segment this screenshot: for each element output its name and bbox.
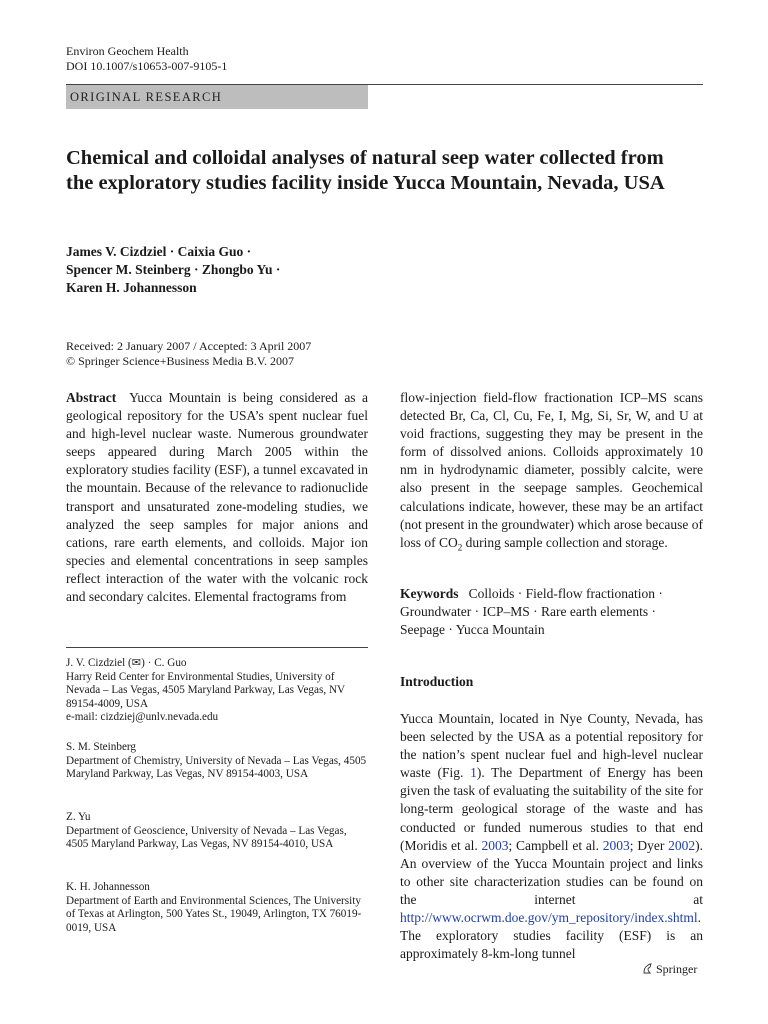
affiliation-authors: S. M. Steinberg [66,741,137,753]
affiliation-email[interactable]: e-mail: cizdziej@unlv.nevada.edu [66,711,219,724]
affiliation-address: Department of Chemistry, University of Nevada – Las Vegas, 4505 Maryland Parkway, Las Vegas, NV 89154-4003, USA [66,754,367,781]
copyright: © Springer Science+Business Media B.V. 2007 [66,354,294,368]
affiliation-authors: Z. Yu [66,811,91,823]
keywords-text: Colloids · Field-flow fractionation · Groundwater · ICP–MS · Rare earth elements · Seepage · Yucca Mountain [400,586,663,638]
affiliation-authors: J. V. Cizdziel (✉) · C. Guo [66,657,187,669]
citation-link[interactable]: 2002 [668,837,696,853]
journal-header [66,44,227,74]
received-accepted: Received: 2 January 2007 / Accepted: 3 April 2007 [66,339,312,353]
publisher-name: Springer [656,962,698,976]
affiliation [66,657,368,725]
publisher-footer [642,962,697,977]
citation-link[interactable]: 2003 [481,837,509,853]
figure-link[interactable]: 1 [470,765,477,781]
affiliation [66,811,368,852]
article-title: Chemical and colloidal analyses of natural seep water collected from the exploratory studies facility inside Yucca Mountain, Nevada, USA [66,147,665,194]
co2-subscript: 2 [457,542,463,553]
section-badge: ORIGINAL RESEARCH [66,85,368,109]
journal-name: Environ Geochem Health [66,44,189,58]
affiliation [66,881,368,935]
abstract-left [66,389,368,606]
affiliation [66,741,368,782]
affiliation-address: Department of Earth and Environmental Sciences, The University of Texas at Arlington, 500 Yates St., 19049, Arlington, TX 76019-0019, USA [66,894,362,934]
abstract-text-end: during sample collection and storage. [462,534,668,550]
publication-dates [66,339,466,369]
intro-text: ; Dyer [629,837,669,853]
url-link[interactable]: http://www.ocrwm.doe.gov/ym_repository/index.shtml [400,910,698,926]
intro-text: . The exploratory studies facility (ESF) is an approximately 8-km-long tunnel [400,910,703,962]
authors-line: Karen H. Johannesson [66,280,197,295]
intro-text: ). The Department of Energy has been given the task of evaluating the suitability of the site for long-term geological storage of the waste and has conducted or funded numerous studies to that end (Moridis et al. [400,765,703,853]
intro-text: ). An overview of the Yucca Mountain project and links to other site characterization studies can be found on the internet at [400,837,703,907]
doi: DOI 10.1007/s10653-007-9105-1 [66,59,228,73]
springer-horse-icon [642,963,653,974]
affiliation-address: Harry Reid Center for Environmental Studies, University of Nevada – Las Vegas, 4505 Maryland Parkway, Las Vegas, NV 89154-4009, USA [66,670,345,710]
abstract-right [400,389,703,552]
intro-text: ; Campbell et al. [508,837,603,853]
abstract-text: Yucca Mountain is being considered as a geological repository for the USA’s spent nuclear fuel and high-level nuclear waste. Numerous groundwater seeps appeared during March 2005 within the exploratory studies facility (ESF), a tunnel excavated in the mountain. Because of the relevance to radionuclide transport and unsaturated zone-modeling studies, we analyzed the seep samples for major anions and cations, rare earth elements, and colloids. Major ion species and elemental concentrations in seep samples reflect interaction of the water with the volcanic rock and secondary calcites. Elemental fractograms from [66,390,368,605]
abstract-label: Abstract [66,390,117,405]
affiliation-authors: K. H. Johannesson [66,881,150,893]
section-heading-introduction: Introduction [400,674,474,689]
keywords [400,585,703,639]
intro-text: Yucca Mountain, located in Nye County, Nevada, has been selected by the USA as a potential repository for the nation’s spent nuclear fuel and high-level nuclear waste (Fig. [400,711,703,781]
author-list [66,243,566,297]
authors-line: Spencer M. Steinberg · Zhongbo Yu · [66,262,281,277]
citation-link[interactable]: 2003 [602,837,630,853]
keywords-label: Keywords [400,586,459,601]
introduction-paragraph [400,710,703,963]
authors-line: James V. Cizdziel · Caixia Guo · [66,244,252,259]
affiliation-address: Department of Geoscience, University of Nevada – Las Vegas, 4505 Maryland Parkway, Las Vegas, NV 89154-4010, USA [66,824,347,851]
abstract-text-cont: flow-injection field-flow fractionation ICP–MS scans detected Br, Ca, Cl, Cu, Fe, I, Mg, Si, Sr, W, and U at void fractions, suggesting they may be present in the form of dissolved anions. Colloids approximately 10 nm in hydrodynamic diameter, possibly calcite, were also present in the seepage samples. Geochemical calculations indicate, however, these may be an artifact (not present in the groundwater) which arose because of loss of CO [400,390,703,550]
affiliation-rule [66,647,368,648]
